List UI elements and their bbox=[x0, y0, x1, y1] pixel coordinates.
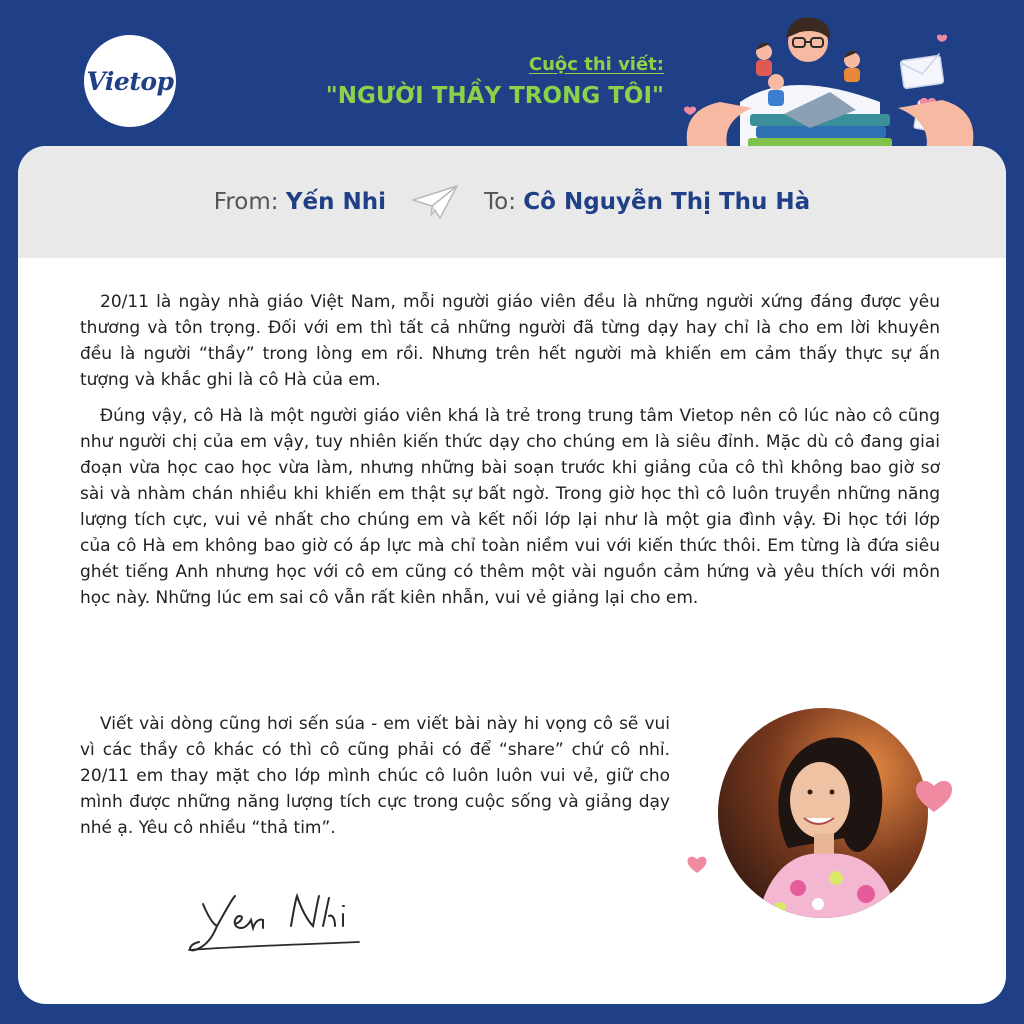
heart-icon bbox=[686, 854, 708, 874]
heart-icon bbox=[937, 35, 947, 42]
heart-icon bbox=[684, 107, 696, 115]
teacher-illustration bbox=[680, 10, 980, 150]
paper-plane-icon bbox=[410, 182, 460, 222]
heart-icon bbox=[913, 776, 955, 814]
contest-heading bbox=[326, 54, 664, 109]
contest-label: Cuộc thi viết: bbox=[528, 54, 664, 75]
from-name: Yến Nhi bbox=[285, 189, 386, 215]
to-block bbox=[484, 189, 810, 215]
student-photo bbox=[718, 708, 928, 918]
letter-card bbox=[18, 146, 1006, 1004]
logo-text: Vietop bbox=[86, 66, 174, 96]
signature bbox=[183, 886, 383, 956]
vietop-logo bbox=[84, 35, 176, 127]
letter-body bbox=[80, 289, 940, 621]
envelope-icon bbox=[900, 53, 944, 88]
contest-title: "NGƯỜI THẦY TRONG TÔI" bbox=[325, 83, 664, 109]
from-block bbox=[214, 189, 386, 215]
from-label: From: bbox=[213, 189, 279, 215]
letter-header bbox=[18, 146, 1006, 258]
to-name: Cô Nguyễn Thị Thu Hà bbox=[523, 189, 811, 215]
letter-paragraph: Đúng vậy, cô Hà là một người giáo viên khá là trẻ trong trung tâm Vietop nên cô lúc nào cô cũng như người chị của em vậy, tuy nhiên kiến thức dạy cho chúng em là siêu đỉnh. Mặc dù cô đang giai đoạn vừa học cao học vừa làm, nhưng những bài soạn trước khi giảng của cô thì không bao giờ sơ sài và nhàm chán nhiều khi khiến em thật sự bất ngờ. Trong giờ học thì cô luôn truyền những năng lượng tích cực, vui vẻ nhất cho chúng em và kết nối lớp lại như là một gia đình vậy. Đi học tới lớp của cô Hà em không bao giờ có áp lực mà chỉ toàn niềm vui với kiến thức thôi. Em từng là đứa siêu ghét tiếng Anh nhưng học với cô em cũng có thêm một vài nguồn cảm hứng và yêu thích với môn học này. Những lúc em sai cô vẫn rất kiên nhẫn, vui vẻ giảng lại cho em. bbox=[80, 406, 940, 608]
to-label: To: bbox=[484, 189, 516, 215]
letter-paragraph: 20/11 là ngày nhà giáo Việt Nam, mỗi người giáo viên đều là những người xứng đáng được yêu thương và tôn trọng. Đối với em thì tất cả những người đã từng dạy hay chỉ là cho em lời khuyên đều là người “thầy” trong lòng em rồi. Nhưng trên hết người mà khiến em cảm thấy thực sự ấn tượng và khắc ghi là cô Hà của em. bbox=[80, 292, 940, 390]
letter-paragraph: Viết vài dòng cũng hơi sến súa - em viết bài này hi vọng cô sẽ vui vì các thầy cô khác có thì cô cũng phải có để “share” chứ cô nhỉ. 20/11 em thay mặt cho lớp mình chúc cô luôn luôn vui vẻ, giữ cho mình được những năng lượng tích cực trong cuộc sống và giảng dạy nhé ạ. Yêu cô nhiều “thả tim”. bbox=[80, 714, 670, 838]
